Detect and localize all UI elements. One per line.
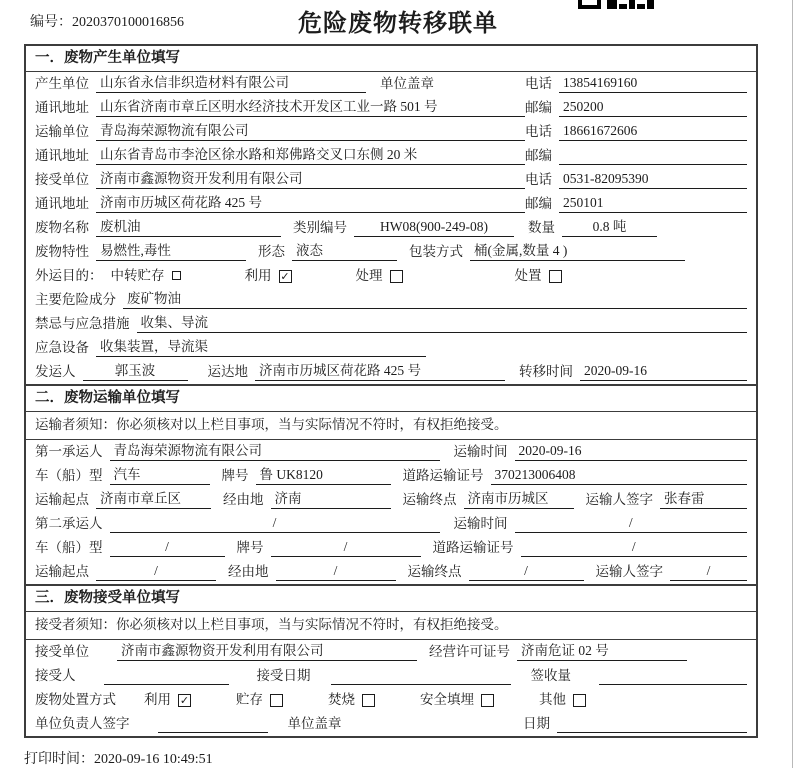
print-time-label: 打印时间： <box>24 752 94 767</box>
responsible-signature-value <box>158 715 268 733</box>
route-end-label: 运输终点 <box>402 492 457 507</box>
row-accepting-unit <box>26 640 756 664</box>
waste-property-value: 易燃性,毒性 <box>96 242 246 261</box>
transport-time-label: 运输时间 <box>453 516 508 531</box>
packaging-value: 桶(金属,数量 4 ) <box>470 242 685 261</box>
checkbox-checked-icon: ✓ <box>179 693 190 707</box>
operation-license-label: 经营许可证号 <box>429 644 510 659</box>
route-end-label: 运输终点 <box>407 564 462 579</box>
row-producer-address <box>26 96 756 120</box>
section3-title: 三．废物接受单位填写 <box>26 586 756 612</box>
postcode-value: 250200 <box>559 98 747 117</box>
route-end-value: 济南市历城区 <box>464 490 574 509</box>
postcode-group <box>525 98 747 117</box>
serial-value: 2020370100016856 <box>72 15 184 30</box>
option-utilize <box>144 691 191 709</box>
accepting-unit-label: 接受单位 <box>35 644 89 659</box>
hazard-components-label: 主要危险成分 <box>35 292 116 307</box>
plate-number-value: 鲁 UK8120 <box>256 466 391 485</box>
option-dispose <box>515 267 562 285</box>
document-title: 危险废物转移联单 <box>298 11 498 37</box>
taboo-measures-label: 禁忌与应急措施 <box>35 316 130 331</box>
phone-label: 电话 <box>525 124 552 139</box>
receiver-address-label: 通讯地址 <box>35 196 89 211</box>
qr-code-fragment <box>578 0 658 9</box>
row-disposal-method <box>26 688 756 712</box>
row-receiver-address <box>26 192 756 216</box>
row-dispatcher <box>26 360 756 384</box>
transport-time-label: 运输时间 <box>453 444 508 459</box>
option-other <box>539 691 586 709</box>
transfer-time-value: 2020-09-16 <box>580 362 747 381</box>
quantity-value: 0.8 吨 <box>562 218 657 237</box>
document-header <box>0 0 796 44</box>
option-label: 处理 <box>355 268 383 283</box>
row-route-2 <box>26 560 756 584</box>
route-via-label: 经由地 <box>223 492 264 507</box>
hazard-components-value: 废矿物油 <box>123 290 747 309</box>
taboo-measures-value: 收集、导流 <box>137 314 748 333</box>
receiver-address-value: 济南市历城区荷花路 425 号 <box>96 194 525 213</box>
plate-number-label: 牌号 <box>236 540 264 555</box>
vehicle-type-label: 车（船）型 <box>35 540 103 555</box>
carrier-signature-label: 运输人签字 <box>585 492 653 507</box>
option-store <box>236 691 283 709</box>
transporter-notice: 运输者须知：你必须核对以上栏目事项，当与实际情况不符时，有权拒绝接受。 <box>26 412 756 440</box>
route-end-value: / <box>469 562 584 581</box>
checkbox-icon <box>573 694 586 707</box>
unit-seal-label: 单位盖章 <box>287 716 342 731</box>
route-start-label: 运输起点 <box>35 492 89 507</box>
carrier-signature-value: / <box>670 562 747 581</box>
row-taboo-measures <box>26 312 756 336</box>
operation-license-value: 济南危证 02 号 <box>517 642 687 661</box>
row-emergency-equipment <box>26 336 756 360</box>
date-label: 日期 <box>523 716 550 731</box>
acceptor-value <box>104 667 229 685</box>
second-carrier-label: 第二承运人 <box>35 516 103 531</box>
category-code-value: HW08(900-249-08) <box>354 218 514 237</box>
row-waste-property <box>26 240 756 264</box>
phone-value: 13854169160 <box>559 74 747 93</box>
postcode-group <box>525 147 747 165</box>
transfer-time-label: 转移时间 <box>519 364 573 379</box>
option-incinerate <box>328 691 375 709</box>
checkbox-checked-icon: ✓ <box>280 269 290 283</box>
transport-time-value: 2020-09-16 <box>515 442 748 461</box>
option-label: 中转贮存 <box>110 268 165 283</box>
route-via-label: 经由地 <box>228 564 269 579</box>
carrier-signature-label: 运输人签字 <box>595 564 663 579</box>
postcode-label: 邮编 <box>525 148 552 163</box>
checkbox-icon <box>362 694 375 707</box>
row-waste-name <box>26 216 756 240</box>
transport-address-value: 山东省青岛市李沧区徐水路和郑佛路交叉口东侧 20 米 <box>96 146 525 165</box>
postcode-group <box>525 194 747 213</box>
accept-date-value <box>331 667 511 685</box>
receiver-notice: 接受者须知：你必须核对以上栏目事项，当与实际情况不符时，有权拒绝接受。 <box>26 612 756 640</box>
option-landfill <box>420 691 494 709</box>
route-start-value: / <box>96 562 216 581</box>
option-treat <box>356 267 403 285</box>
checkbox-icon <box>481 694 494 707</box>
receiver-unit-value: 济南市鑫源物资开发利用有限公司 <box>96 170 525 189</box>
road-permit-label: 道路运输证号 <box>402 468 484 483</box>
row-receiver-unit <box>26 168 756 192</box>
row-producer-unit <box>26 72 756 96</box>
postcode-value: 250101 <box>559 194 747 213</box>
carrier-signature-value: 张春雷 <box>660 490 747 509</box>
row-responsible-signature <box>26 712 756 736</box>
transport-unit-value: 青岛海荣源物流有限公司 <box>96 122 525 141</box>
date-value <box>557 715 747 733</box>
phone-value: 18661672606 <box>559 122 747 141</box>
option-transit-storage <box>111 267 181 285</box>
accept-date-label: 接受日期 <box>256 668 311 683</box>
manifest-form <box>24 44 758 738</box>
transport-time-value: / <box>515 514 748 533</box>
first-carrier-value: 青岛海荣源物流有限公司 <box>110 442 440 461</box>
second-carrier-value: / <box>110 514 440 533</box>
disposal-method-label: 废物处置方式 <box>35 692 116 707</box>
waste-property-label: 废物特性 <box>35 244 89 259</box>
postcode-label: 邮编 <box>525 196 552 211</box>
print-time-value: 2020-09-16 10:49:51 <box>94 752 213 767</box>
phone-group <box>525 122 747 141</box>
route-start-label: 运输起点 <box>35 564 89 579</box>
emergency-equipment-label: 应急设备 <box>35 340 89 355</box>
transfer-purpose-label: 外运目的： <box>35 268 103 283</box>
producer-address-value: 山东省济南市章丘区明水经济技术开发区工业一路 501 号 <box>96 98 525 117</box>
road-permit-label: 道路运输证号 <box>432 540 514 555</box>
page-edge-line <box>792 0 793 768</box>
serial-label: 编号： <box>30 15 72 30</box>
accepting-unit-value: 济南市鑫源物资开发利用有限公司 <box>117 642 417 661</box>
waste-name-value: 废机油 <box>96 218 281 237</box>
transport-unit-label: 运输单位 <box>35 124 89 139</box>
row-acceptor <box>26 664 756 688</box>
row-vehicle-1 <box>26 464 756 488</box>
vehicle-type-value: 汽车 <box>110 466 210 485</box>
plate-number-label: 牌号 <box>221 468 249 483</box>
section1-title: 一．废物产生单位填写 <box>26 46 756 72</box>
option-label: 利用 <box>144 692 171 707</box>
destination-value: 济南市历城区荷花路 425 号 <box>255 362 505 381</box>
section-producer <box>26 46 756 384</box>
road-permit-value: 370213006408 <box>491 466 748 485</box>
option-label: 其他 <box>539 692 566 707</box>
phone-group <box>525 170 747 189</box>
unit-seal-label: 单位盖章 <box>380 76 434 91</box>
responsible-signature-label: 单位负责人签字 <box>35 716 130 731</box>
checkbox-icon <box>270 694 283 707</box>
first-carrier-label: 第一承运人 <box>35 444 103 459</box>
waste-name-label: 废物名称 <box>35 220 89 235</box>
acceptor-label: 接受人 <box>35 668 76 683</box>
row-hazard-components <box>26 288 756 312</box>
section-receiver <box>26 584 756 736</box>
option-utilize <box>245 267 292 285</box>
row-route-1 <box>26 488 756 512</box>
received-quantity-label: 签收量 <box>530 668 571 683</box>
dispatcher-value: 郭玉波 <box>83 362 188 381</box>
postcode-label: 邮编 <box>525 100 552 115</box>
vehicle-type-label: 车（船）型 <box>35 468 103 483</box>
receiver-unit-label: 接受单位 <box>35 172 89 187</box>
row-transport-unit <box>26 120 756 144</box>
option-label: 贮存 <box>236 692 263 707</box>
phone-label: 电话 <box>525 76 552 91</box>
dispatcher-label: 发运人 <box>35 364 76 379</box>
row-second-carrier <box>26 512 756 536</box>
quantity-label: 数量 <box>528 220 555 235</box>
checkbox-icon <box>390 270 403 283</box>
checkbox-icon <box>549 270 562 283</box>
route-start-value: 济南市章丘区 <box>96 490 211 509</box>
postcode-value <box>559 147 747 165</box>
destination-label: 运达地 <box>207 364 248 379</box>
physical-form-label: 形态 <box>258 244 285 259</box>
producer-unit-label: 产生单位 <box>35 76 89 91</box>
received-quantity-value <box>599 667 747 685</box>
option-label: 处置 <box>514 268 542 283</box>
producer-unit-value: 山东省永信非织造材料有限公司 <box>96 74 366 93</box>
emergency-equipment-value: 收集装置，导流渠 <box>96 338 426 357</box>
row-vehicle-2 <box>26 536 756 560</box>
option-label: 利用 <box>244 268 272 283</box>
row-transport-address <box>26 144 756 168</box>
plate-number-value: / <box>271 538 421 557</box>
vehicle-type-value: / <box>110 538 225 557</box>
road-permit-value: / <box>521 538 748 557</box>
row-first-carrier <box>26 440 756 464</box>
option-label: 安全填埋 <box>420 692 474 707</box>
route-via-value: 济南 <box>271 490 391 509</box>
section-transporter <box>26 384 756 584</box>
phone-group <box>525 74 747 93</box>
phone-label: 电话 <box>525 172 552 187</box>
route-via-value: / <box>276 562 396 581</box>
section2-title: 二．废物运输单位填写 <box>26 386 756 412</box>
physical-form-value: 液态 <box>292 242 397 261</box>
row-transfer-purpose <box>26 264 756 288</box>
transport-address-label: 通讯地址 <box>35 148 89 163</box>
category-code-label: 类别编号 <box>293 220 347 235</box>
option-label: 焚烧 <box>328 692 355 707</box>
checkbox-icon <box>172 271 181 280</box>
producer-address-label: 通讯地址 <box>35 100 89 115</box>
print-time <box>24 748 213 768</box>
packaging-label: 包装方式 <box>409 244 463 259</box>
phone-value: 0531-82095390 <box>559 170 747 189</box>
